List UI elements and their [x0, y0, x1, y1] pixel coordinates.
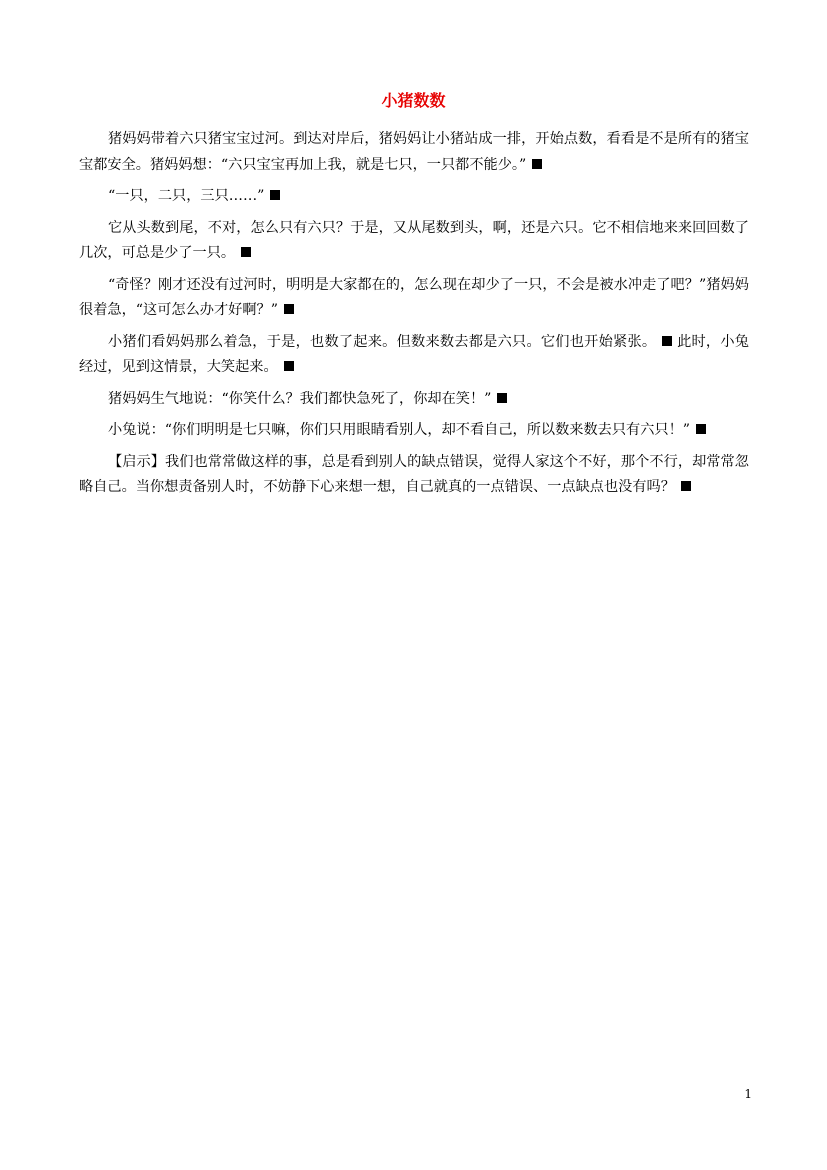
paragraph-8-insight [79, 450, 749, 507]
paragraph-text: 猪妈妈带着六只猪宝宝过河。到达对岸后，猪妈妈让小猪站成一排，开始点数，看看是不是所有的猪宝宝都安全。猪妈妈想：“六只宝宝再加上我，就是七只，一只都不能少。” [79, 131, 749, 173]
black-square-icon [270, 190, 280, 200]
black-square-icon [662, 336, 672, 346]
paragraph-text: 小兔说：“你们明明是七只嘛，你们只用眼睛看别人，却不看自己，所以数来数去只有六只！” [108, 422, 691, 438]
black-square-icon [681, 481, 691, 491]
paragraph-2 [79, 184, 749, 216]
paragraph-6 [79, 387, 749, 419]
paragraph-text: “奇怪？刚才还没有过河时，明明是大家都在的，怎么现在却少了一只，不会是被水冲走了吧？”猪妈妈很着急，“这可怎么办才好啊？” [79, 276, 749, 318]
black-square-icon [284, 361, 294, 371]
paragraph-text: 【启示】我们也常常做这样的事，总是看到别人的缺点错误，觉得人家这个不好，那个不行，却常常忽略自己。当你想责备别人时，不妨静下心来想一想，自己就真的一点错误、一点缺点也没有吗？ [79, 453, 749, 495]
black-square-icon [497, 393, 507, 403]
document-title: 小猪数数 [381, 91, 446, 110]
black-square-icon [696, 424, 706, 434]
paragraph-4 [79, 273, 749, 330]
paragraph-7 [79, 418, 749, 450]
document-body [79, 127, 749, 507]
page-number: 1 [744, 1087, 752, 1101]
black-square-icon [284, 304, 294, 314]
paragraph-1 [79, 127, 749, 184]
paragraph-3 [79, 216, 749, 273]
paragraph-text: 猪妈妈生气地说：“你笑什么？我们都快急死了，你却在笑！” [108, 390, 492, 407]
paragraph-5 [79, 330, 749, 387]
paragraph-text-continued: 此时，小兔经过，见到这情景，大笑起来。 [79, 333, 749, 375]
paragraph-text: “一只，二只，三只……” [108, 188, 265, 204]
black-square-icon [532, 159, 542, 169]
paragraph-text: 它从头数到尾，不对，怎么只有六只？于是，又从尾数到头，啊，还是六只。它不相信地来来回回数了几次，可总是少了一只。 [79, 219, 749, 261]
paragraph-text: 小猪们看妈妈那么着急，于是，也数了起来。但数来数去都是六只。它们也开始紧张。 [108, 333, 657, 350]
black-square-icon [241, 247, 251, 257]
